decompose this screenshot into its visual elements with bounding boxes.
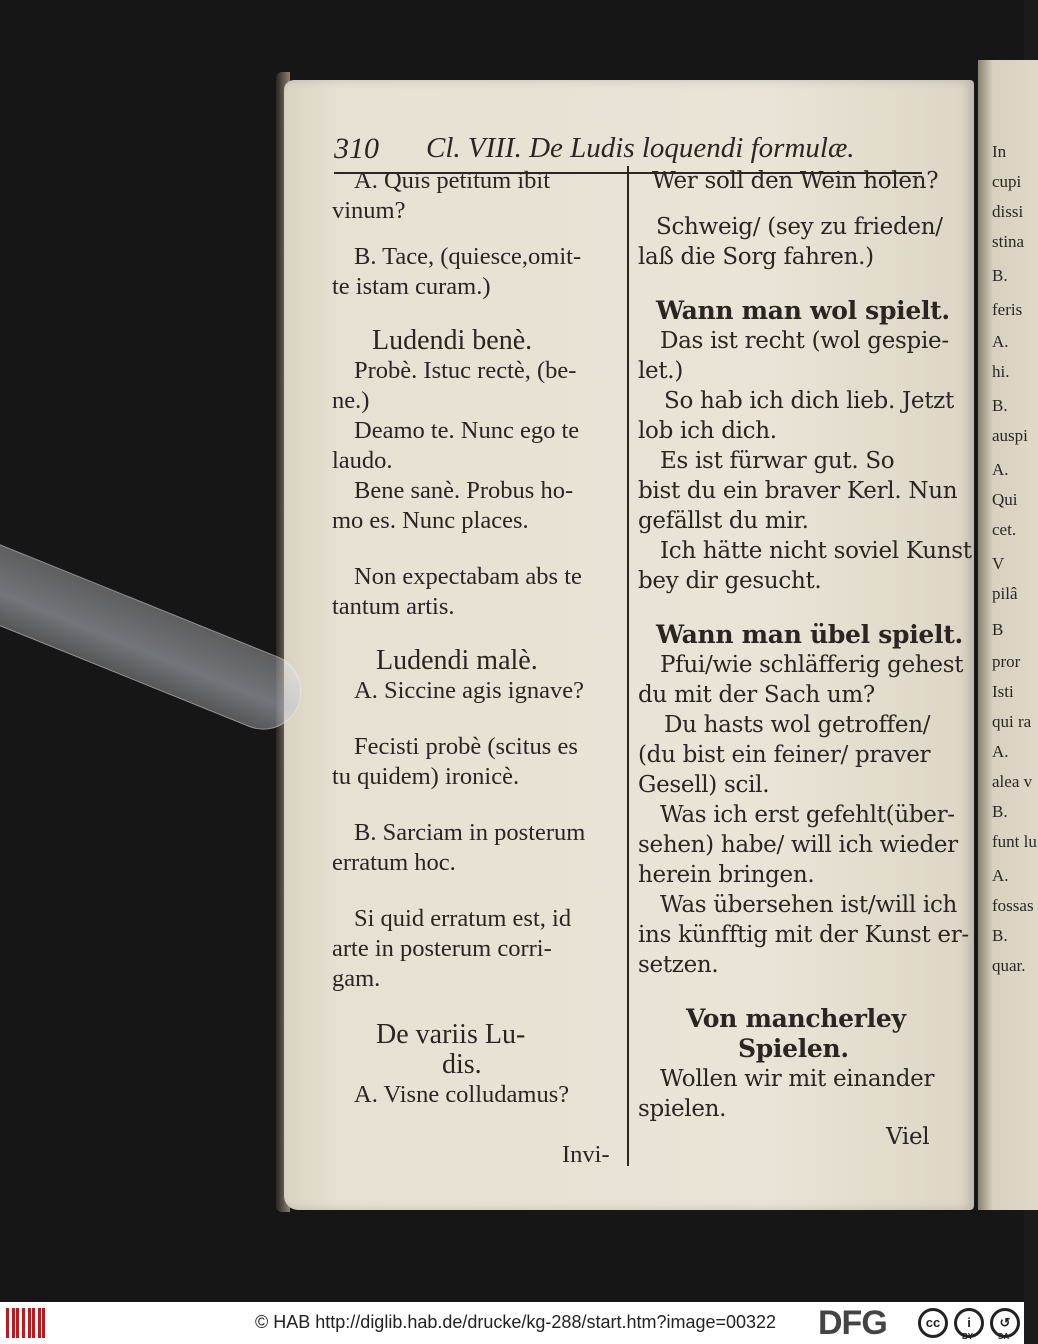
text-line: tantum artis. bbox=[332, 593, 455, 620]
barcode-bar bbox=[28, 1308, 31, 1338]
barcode-bar bbox=[42, 1308, 45, 1338]
by-license-icon: i bbox=[954, 1308, 984, 1338]
next-page-fragment: B bbox=[992, 620, 1004, 639]
by-label: BY bbox=[962, 1332, 974, 1341]
next-page-fragment: Qui bbox=[992, 490, 1018, 509]
dfg-logo: DFG bbox=[818, 1304, 887, 1342]
sa-label: SA bbox=[998, 1332, 1010, 1341]
text-line: let.) bbox=[638, 358, 683, 384]
barcode-bar bbox=[6, 1308, 9, 1338]
next-page-fragment: funt lu bbox=[992, 832, 1037, 851]
text-line: Viel bbox=[886, 1124, 930, 1150]
running-head: Cl. VIII. De Ludis loquendi formulæ. bbox=[426, 132, 855, 164]
sa-license-icon: ↺ bbox=[990, 1308, 1020, 1338]
next-page-fragment: In bbox=[992, 142, 1007, 161]
text-line: Fecisti probè (scitus es bbox=[354, 733, 578, 760]
barcode-bar bbox=[38, 1308, 41, 1338]
text-line: vinum? bbox=[332, 197, 406, 224]
next-page-fragment: cupi bbox=[992, 172, 1022, 191]
next-page-fragment: hi. bbox=[992, 362, 1010, 381]
section-heading: Ludendi malè. bbox=[376, 645, 538, 676]
next-page-fragment: feris bbox=[992, 300, 1023, 319]
text-line: A. Quis petitum ibit bbox=[354, 167, 550, 194]
text-line: Deamo te. Nunc ego te bbox=[354, 417, 580, 444]
text-line: erratum hoc. bbox=[332, 849, 456, 876]
next-page-fragment: pilâ bbox=[992, 584, 1018, 603]
next-page-fragment: B. bbox=[992, 802, 1008, 821]
next-page-fragment: pror bbox=[992, 652, 1021, 671]
text-line: Probè. Istuc rectè, (be- bbox=[354, 357, 577, 384]
text-line: setzen. bbox=[638, 952, 719, 978]
next-page-fragment: B. bbox=[992, 266, 1008, 285]
text-line: gam. bbox=[332, 965, 381, 992]
next-page-fragment: A. bbox=[992, 866, 1009, 885]
text-line: laß die Sorg fahren.) bbox=[638, 244, 874, 270]
page-number: 310 bbox=[334, 132, 379, 165]
next-page-fragment: auspi bbox=[992, 426, 1028, 445]
book-page bbox=[284, 80, 974, 1210]
barcode-bar bbox=[16, 1308, 19, 1338]
text-line: herein bringen. bbox=[638, 862, 815, 888]
section-heading: De variis Lu- bbox=[376, 1019, 526, 1050]
text-line: tu quidem) ironicè. bbox=[332, 763, 520, 790]
next-page-fragment: quar. bbox=[992, 956, 1026, 975]
next-page-fragment: B. bbox=[992, 926, 1008, 945]
text-line: (du bist ein feiner/ praver bbox=[638, 742, 931, 768]
text-line: Gesell) scil. bbox=[638, 772, 770, 798]
barcode-bar bbox=[22, 1308, 25, 1338]
text-line: A. Siccine agis ignave? bbox=[354, 677, 584, 704]
next-page-fragment: qui ra bbox=[992, 712, 1032, 731]
next-page-fragment: Isti bbox=[992, 682, 1014, 701]
text-line: gefällst du mir. bbox=[638, 508, 809, 534]
next-page-fragment: cet. bbox=[992, 520, 1017, 539]
column-divider bbox=[627, 166, 629, 1166]
text-line: Wer soll den Wein holen? bbox=[652, 168, 939, 194]
text-line: ins künfftig mit der Kunst er- bbox=[638, 922, 969, 948]
text-line: A. Visne colludamus? bbox=[354, 1081, 570, 1108]
text-line: laudo. bbox=[332, 447, 393, 474]
text-line: Das ist recht (wol gespie- bbox=[660, 328, 949, 354]
text-line: te istam curam.) bbox=[332, 273, 491, 300]
next-page-fragment: dissi bbox=[992, 202, 1024, 221]
text-line: B. Tace, (quiesce,omit- bbox=[354, 243, 582, 270]
section-heading: Spielen. bbox=[738, 1034, 849, 1063]
text-line: lob ich dich. bbox=[638, 418, 777, 444]
text-line: Schweig/ (sey zu frieden/ bbox=[656, 214, 943, 240]
next-page-fragment: stina bbox=[992, 232, 1025, 251]
text-line: bist du ein braver Kerl. Nun bbox=[638, 478, 958, 504]
text-line: bey dir gesucht. bbox=[638, 568, 822, 594]
text-line: Bene sanè. Probus ho- bbox=[354, 477, 574, 504]
text-line: Was übersehen ist/will ich bbox=[660, 892, 958, 918]
text-line: spielen. bbox=[638, 1096, 727, 1122]
glass-rod bbox=[0, 520, 313, 741]
text-line: B. Sarciam in posterum bbox=[354, 819, 586, 846]
text-line: arte in posterum corri- bbox=[332, 935, 552, 962]
section-heading: Von mancherley bbox=[686, 1004, 906, 1033]
text-line: Non expectabam abs te bbox=[354, 563, 582, 590]
next-page-fragment: alea v bbox=[992, 772, 1033, 791]
barcode-bar bbox=[32, 1308, 35, 1338]
text-line: Wollen wir mit einander bbox=[660, 1066, 935, 1092]
text-line: So hab ich dich lieb. Jetzt bbox=[664, 388, 954, 414]
copyright-link[interactable]: © HAB http://diglib.hab.de/drucke/kg-288/start.htm?image=00322 bbox=[255, 1312, 777, 1332]
text-line: du mit der Sach um? bbox=[638, 682, 875, 708]
text-line: Invi- bbox=[562, 1141, 610, 1168]
text-line: Si quid erratum est, id bbox=[354, 905, 572, 932]
next-page-fragment: A. bbox=[992, 460, 1009, 479]
hab-logo-icon bbox=[6, 1308, 46, 1338]
text-line: Du hasts wol getroffen/ bbox=[664, 712, 931, 738]
next-page-fragment: A. bbox=[992, 742, 1009, 761]
next-page-fragment: B. bbox=[992, 396, 1008, 415]
footer-bar bbox=[0, 1302, 1024, 1344]
text-line: Was ich erst gefehlt(über- bbox=[660, 802, 955, 828]
next-page-fragment: V bbox=[992, 554, 1005, 573]
section-heading: dis. bbox=[442, 1049, 482, 1080]
section-heading: Ludendi benè. bbox=[372, 325, 533, 356]
section-heading: Wann man wol spielt. bbox=[656, 296, 950, 325]
section-heading: Wann man übel spielt. bbox=[656, 620, 963, 649]
text-line: ne.) bbox=[332, 387, 370, 414]
text-line: Ich hätte nicht soviel Kunst bbox=[660, 538, 972, 564]
text-line: sehen) habe/ will ich wieder bbox=[638, 832, 958, 858]
next-page-edge bbox=[978, 60, 1038, 1210]
cc-license-icon: cc bbox=[918, 1308, 948, 1338]
text-line: Es ist fürwar gut. So bbox=[660, 448, 895, 474]
text-line: mo es. Nunc places. bbox=[332, 507, 529, 534]
text-line: Pfui/wie schläfferig gehest bbox=[660, 652, 964, 678]
barcode-bar bbox=[12, 1308, 15, 1338]
next-page-fragment: A. bbox=[992, 332, 1009, 351]
next-page-fragment: fossas bbox=[992, 896, 1034, 915]
